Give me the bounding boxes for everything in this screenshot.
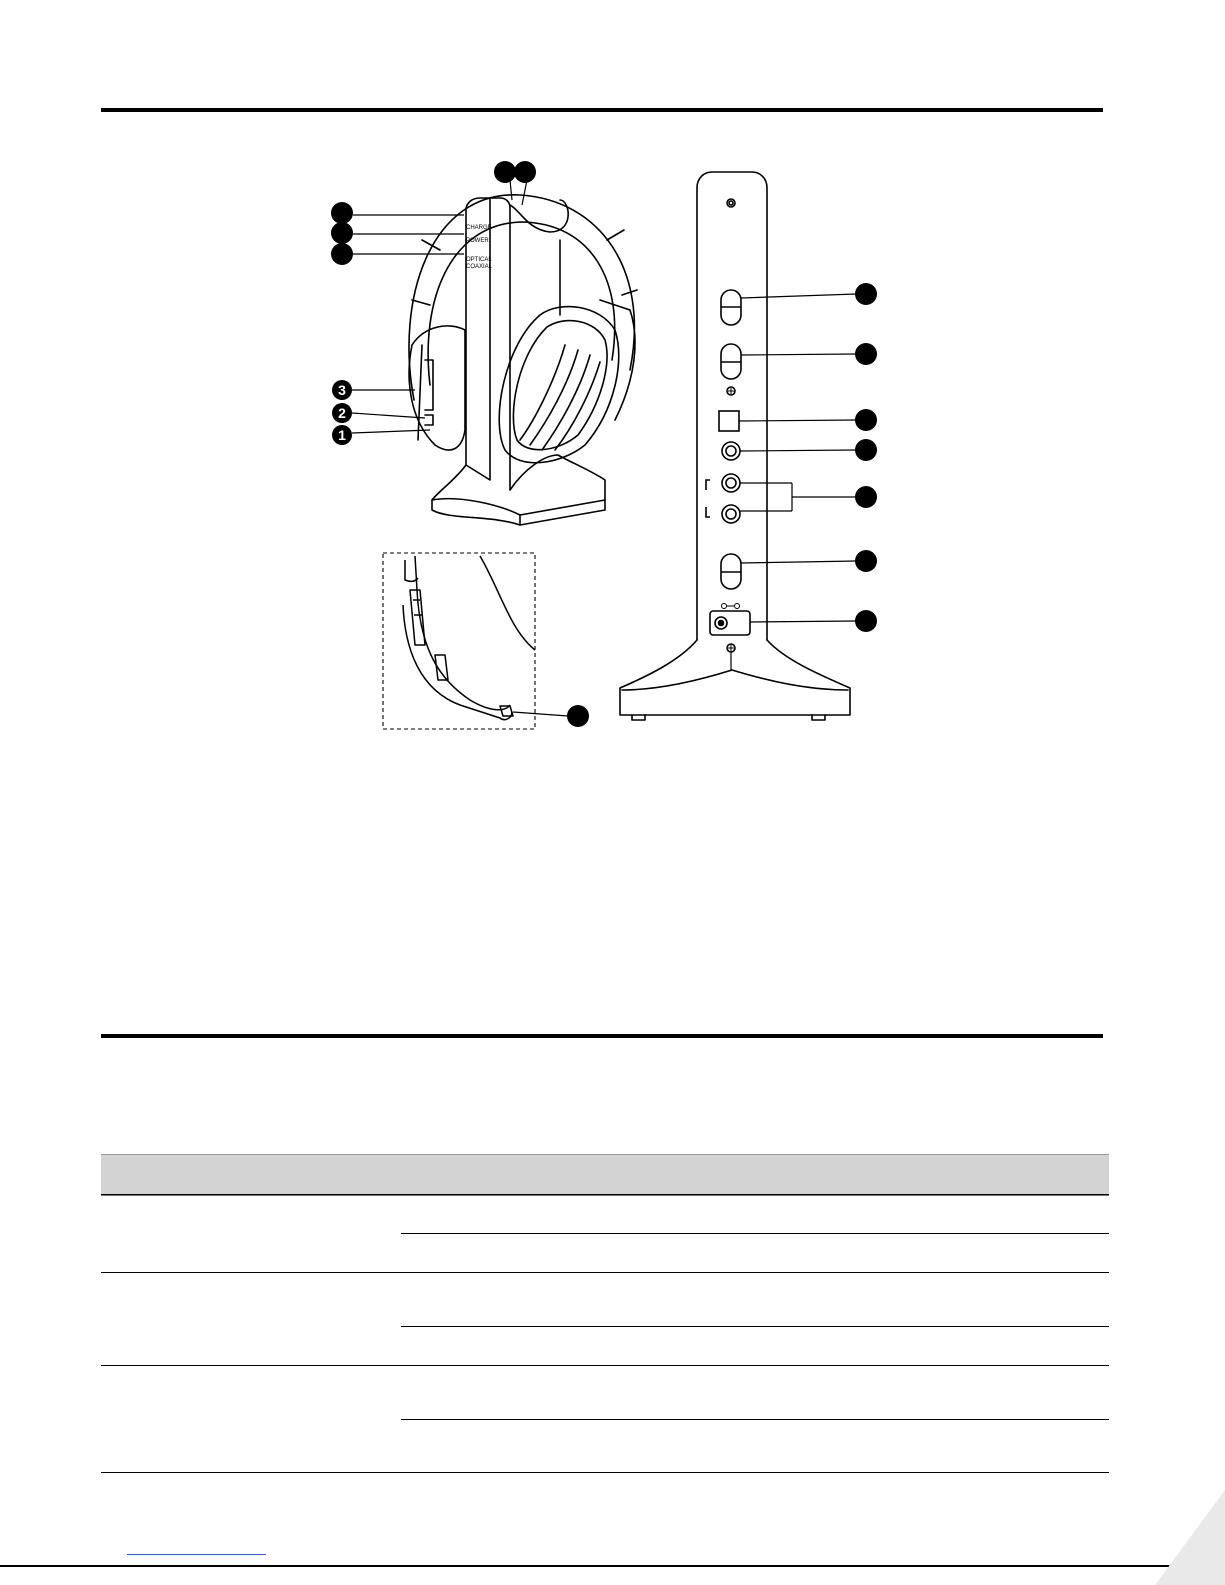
callout-led-power — [331, 222, 353, 244]
callout-number-1: 1 — [338, 427, 346, 443]
led-label-optical: OPTICAL — [466, 257, 492, 263]
analog-port-r — [722, 474, 740, 492]
sub-row-divider — [401, 1419, 1109, 1420]
row-divider — [101, 1194, 1109, 1195]
row-divider — [101, 1272, 1109, 1273]
page-corner-fold — [1155, 1490, 1225, 1585]
callout-rear-switch-2 — [855, 343, 877, 365]
coaxial-port — [722, 442, 740, 460]
spec-table — [101, 1154, 1109, 1474]
row-divider — [101, 1365, 1109, 1366]
led-label-power: POWER — [466, 238, 489, 244]
callout-coaxial — [855, 439, 877, 461]
callout-number-2: 2 — [338, 405, 346, 421]
callout-rear-switch-3 — [855, 550, 877, 572]
sub-row-divider — [401, 1233, 1109, 1234]
stand-rear — [620, 172, 850, 720]
callout-inset — [567, 705, 589, 727]
footer-rule — [0, 1565, 1225, 1567]
callout-led-input — [331, 243, 353, 265]
callout-analog — [855, 486, 877, 508]
sub-row-divider — [401, 1326, 1109, 1327]
dc-jack — [710, 611, 750, 635]
optical-port — [719, 411, 739, 431]
product-illustration — [0, 0, 1225, 760]
left-earcup — [409, 326, 465, 450]
callout-optical — [855, 409, 877, 431]
table-header-row — [101, 1154, 1109, 1196]
footer-link-underline[interactable] — [127, 1554, 266, 1555]
led-label-charge: CHARGE — [466, 225, 492, 231]
callout-rear-switch-1 — [855, 283, 877, 305]
analog-port-l — [722, 505, 740, 523]
headband-inner — [428, 222, 615, 385]
detail-inset-box — [383, 553, 535, 729]
callout-led-charge — [331, 202, 353, 224]
callout-dc-in — [855, 610, 877, 632]
row-divider — [101, 1472, 1109, 1473]
callout-number-3: 3 — [338, 382, 346, 398]
led-label-coaxial: COAXIAL — [466, 264, 493, 270]
callout-top-b — [514, 161, 536, 183]
callout-top-a — [494, 161, 516, 183]
section-rule-2 — [101, 1034, 1103, 1038]
